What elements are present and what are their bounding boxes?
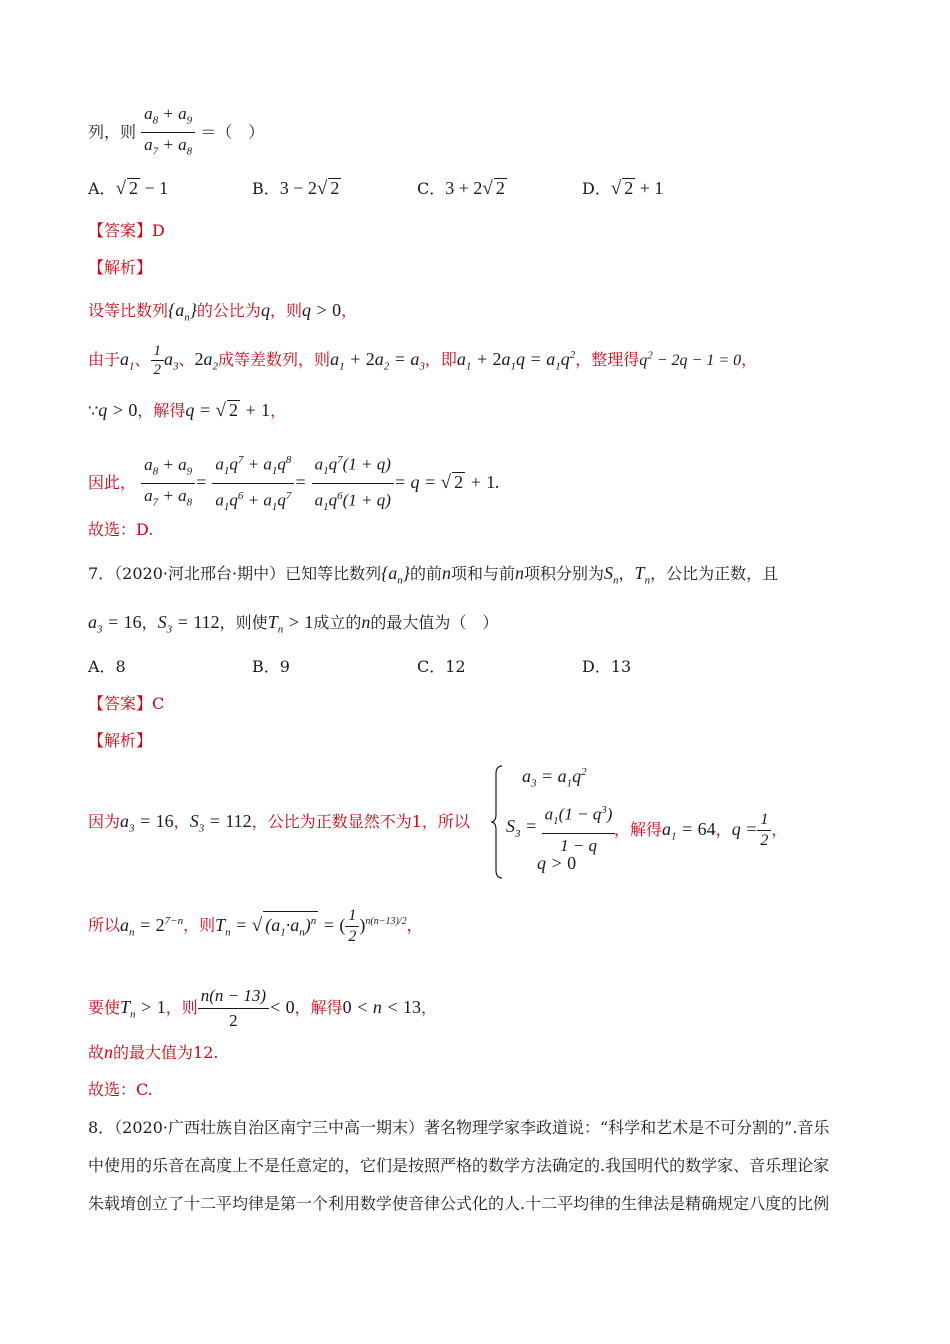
q7-option-a[interactable]: A．8	[88, 657, 126, 676]
q7-option-d[interactable]: D．13	[582, 657, 632, 676]
q6-stem: 列，则 $\frac{a_8 + a_9}{a_7 + a_8}$ ＝（ ）	[88, 102, 264, 164]
q7-solution-line-1-tail: ，解得$a_1 = 64$，q = $\frac{1}{2}$ ，	[614, 811, 788, 849]
q6-solution-line-3: ∵q > 0，解得q = √ 2 + 1，	[88, 400, 287, 421]
q7-answer: 【答案】C	[88, 694, 165, 713]
q8-line-1: 8．（2020·广西壮族自治区南宁三中高一期末）著名物理学家李政道说：“科学和艺术是不可分割的”.音乐	[88, 1118, 830, 1137]
q8-line-3: 朱载堉创立了十二平均律是第一个利用数学使音律公式化的人.十二平均律的生律法是精确规定八度的比例	[88, 1194, 830, 1213]
q6-option-c[interactable]: C．3 + 2√ 2	[417, 178, 505, 199]
q6-solution-line-2: 由于$a_1$、 $\frac{1}{2}$ $a_3$、$2a_2$成等差数列，则$a_1 + 2a_2 = a_3$，即$a_1 + 2a_1q = a_1q^2$，整理得$q^2 - 2q - 1 = 0$，	[88, 343, 758, 378]
system-eq-3: q > 0	[537, 853, 577, 873]
q7-solution-line-1: 因为$a_3 = 16$，$S_3 = 112$，公比为正数显然不为1，所以	[88, 811, 470, 835]
q6-analysis-label: 【解析】	[88, 258, 153, 277]
q6-solution-line-1: 设等比数列$\{a_n\}$的公比为q，则q > 0，	[88, 300, 358, 324]
q8-line-2: 中使用的乐音在高度上不是任意定的，它们是按照严格的数学方法确定的.我国明代的数学家、音乐理论家	[88, 1156, 830, 1175]
q6-solution-line-4: 因此， $\frac{a_8 + a_9}{a_7 + a_8}$ = $\frac{a_1q^7 + a_1q^8}{a_1q^6 + a_1q^7}$ = $\frac{a_1q^7(1 + q)}{a_1q^6(1 + q)}$ = q = √ 2 + 1.	[88, 448, 500, 519]
q7-stem-line-2: $a_3 = 16$，$S_3 = 112$，则使$T_n > 1$成立的n的最大值为（ ）	[88, 612, 499, 636]
q6-option-b[interactable]: B．3 − 2√ 2	[252, 178, 340, 199]
q6-final-choice: 故选：D.	[88, 520, 154, 539]
system-brace	[490, 764, 504, 880]
q6-stem-fraction: $\frac{a_8 + a_9}{a_7 + a_8}$	[141, 102, 195, 164]
q7-solution-line-4: 故n的最大值为12.	[88, 1042, 219, 1062]
q6-answer: 【答案】D	[88, 221, 165, 240]
system-eq-2: $S_3$ = $\frac{a_1(1 - q^3)}{1 - q}$	[506, 798, 615, 858]
system-eq-1: $a_3 = a_1q^2$	[522, 766, 587, 790]
q6-option-d[interactable]: D．√ 2 + 1	[582, 178, 664, 199]
q7-solution-line-2: 所以$a_n = 2^{7-n}$，则$T_n$ = √ $(a_1\cdot a_n)^n$ = ( $\frac{1}{2}$ )$^{n(n-13)/2}$，	[88, 907, 423, 945]
q7-solution-line-3: 要使$T_n > 1$，则 $\frac{n(n - 13)}{2}$ < 0，解得0 < n < 13，	[88, 986, 437, 1030]
q7-option-c[interactable]: C．12	[417, 657, 466, 676]
q6-option-a[interactable]: A．√ 2 − 1	[88, 178, 169, 199]
q7-stem-line-1: 7．（2020·河北邢台·期中）已知等比数列$\{a_n\}$的前n项和与前n项积分别为$S_n$，$T_n$，公比为正数，且	[88, 563, 779, 587]
q7-final-choice: 故选：C.	[88, 1080, 153, 1099]
q7-option-b[interactable]: B．9	[252, 657, 290, 676]
q7-analysis-label: 【解析】	[88, 731, 153, 750]
